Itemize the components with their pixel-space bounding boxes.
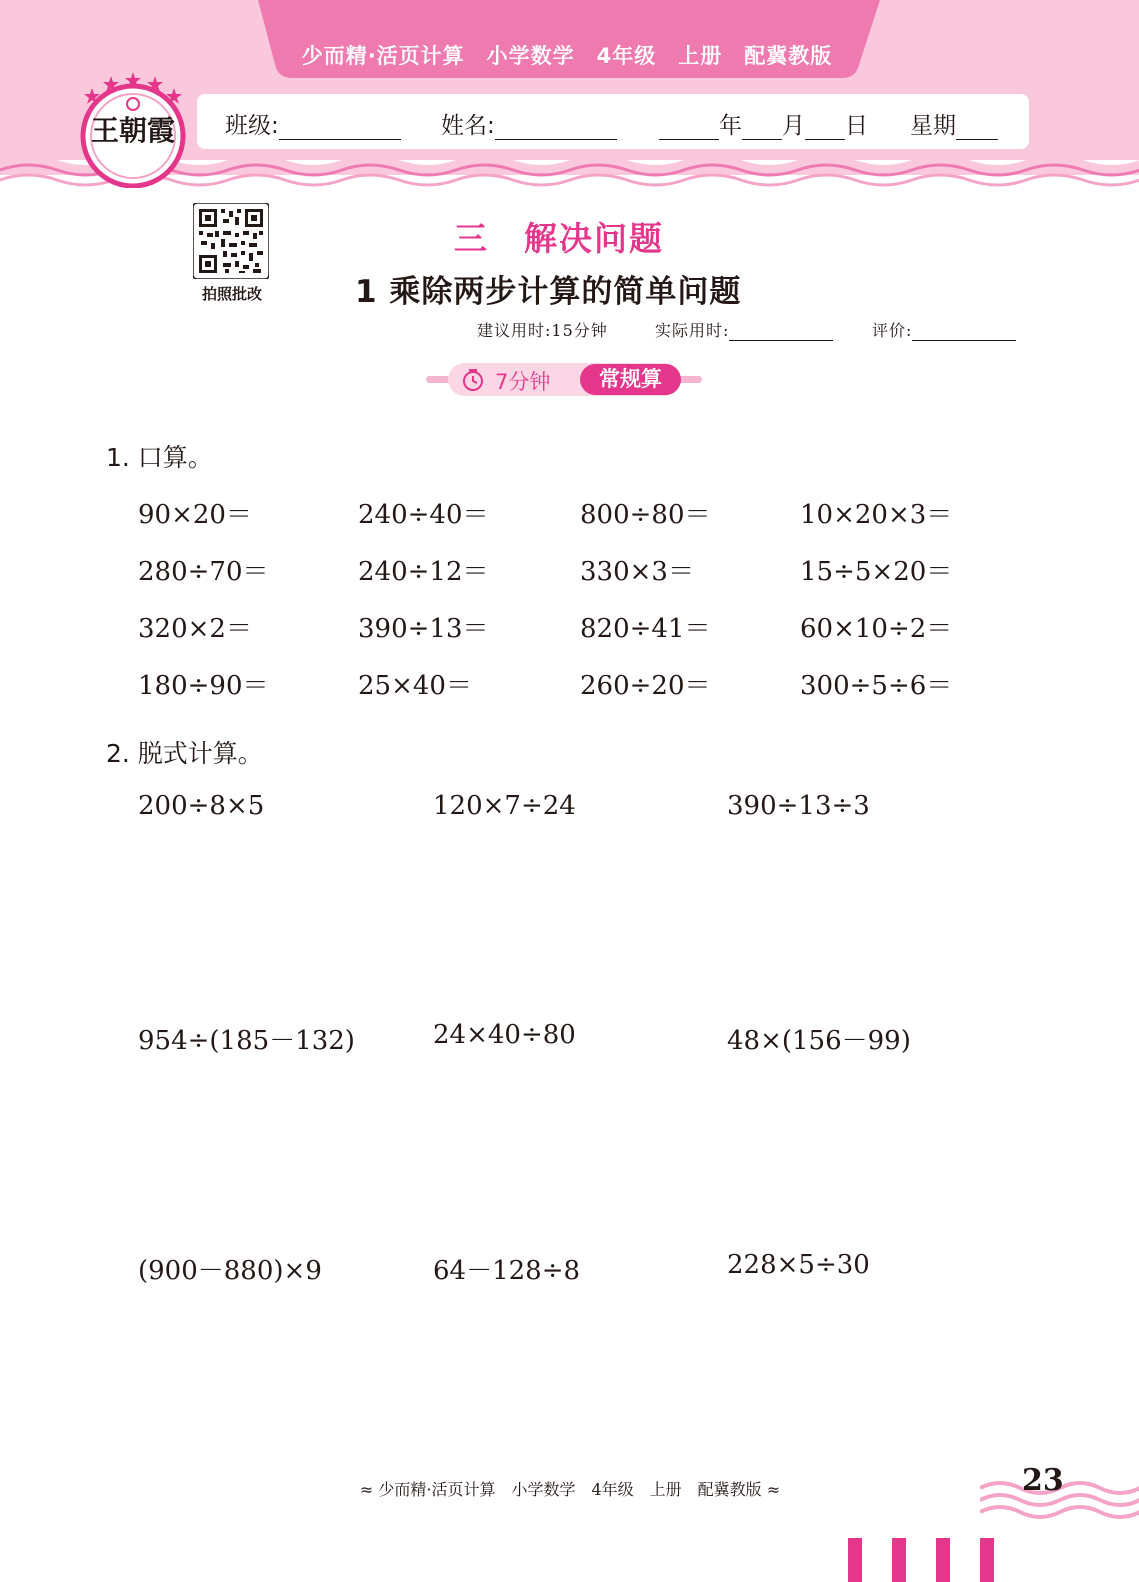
qr-label: 拍照批改 xyxy=(201,285,262,303)
actual-time-blank[interactable] xyxy=(729,322,833,341)
oral-item: 330×3＝ xyxy=(580,557,694,587)
student-info-box xyxy=(197,94,1029,149)
weekday-blank[interactable] xyxy=(956,117,998,140)
stepwise-item: 48×(156－99) xyxy=(727,1026,911,1056)
actual-time-label: 实际用时: xyxy=(655,321,730,340)
oral-item: 820÷41＝ xyxy=(580,614,711,644)
footer-text: ≈ 少而精·活页计算 小学数学 4年级 上册 配冀教版 ≈ xyxy=(359,1480,781,1499)
weekday-field[interactable] xyxy=(910,107,998,140)
month-label: 月 xyxy=(782,113,805,139)
binding-marks xyxy=(840,1538,1010,1582)
pill-tag: 常规算 xyxy=(580,364,681,395)
rating-blank[interactable] xyxy=(912,322,1016,341)
lesson-title: 1 乘除两步计算的简单问题 xyxy=(355,274,742,310)
weekday-label: 星期 xyxy=(910,113,956,139)
oral-item: 10×20×3＝ xyxy=(800,500,953,530)
unit-title: 三 解决问题 xyxy=(454,219,664,258)
oral-item: 390÷13＝ xyxy=(358,614,489,644)
logo-text: 王朝霞 xyxy=(90,114,176,147)
date-field[interactable] xyxy=(659,107,868,140)
stepwise-item: 390÷13÷3 xyxy=(727,791,870,821)
name-label: 姓名: xyxy=(441,113,495,139)
series-banner: 少而精·活页计算 小学数学 4年级 上册 配冀教版 xyxy=(301,44,833,68)
suggested-time: 建议用时:15分钟 xyxy=(477,321,608,340)
oral-item: 280÷70＝ xyxy=(138,557,269,587)
name-field[interactable] xyxy=(441,107,617,140)
section-2-title: 2. 脱式计算。 xyxy=(106,739,263,768)
stepwise-item: 228×5÷30 xyxy=(727,1250,870,1280)
oral-item: 800÷80＝ xyxy=(580,500,711,530)
oral-item: 180÷90＝ xyxy=(138,671,269,701)
oral-item: 300÷5÷6＝ xyxy=(800,671,953,701)
stepwise-item: 24×40÷80 xyxy=(433,1020,576,1050)
day-blank[interactable] xyxy=(805,117,845,140)
oral-item: 15÷5×20＝ xyxy=(800,557,953,587)
rating-field[interactable] xyxy=(872,318,1016,341)
rating-label: 评价: xyxy=(872,321,913,340)
stepwise-item: (900－880)×9 xyxy=(138,1256,322,1286)
stepwise-item: 954÷(185－132) xyxy=(138,1026,355,1056)
oral-item: 240÷40＝ xyxy=(358,500,489,530)
pill-time: 7分钟 xyxy=(495,370,551,394)
stepwise-item: 64－128÷8 xyxy=(433,1256,581,1286)
oral-item: 320×2＝ xyxy=(138,614,252,644)
class-field[interactable] xyxy=(225,107,401,140)
name-blank[interactable] xyxy=(495,117,617,140)
oral-item: 260÷20＝ xyxy=(580,671,711,701)
day-label: 日 xyxy=(845,113,868,139)
oral-item: 25×40＝ xyxy=(358,671,472,701)
section-1-title: 1. 口算。 xyxy=(106,443,213,472)
month-blank[interactable] xyxy=(742,117,782,140)
brand-logo xyxy=(78,68,188,188)
stepwise-item: 120×7÷24 xyxy=(433,791,576,821)
year-blank[interactable] xyxy=(659,117,719,140)
class-blank[interactable] xyxy=(279,117,401,140)
timer-icon xyxy=(462,368,484,392)
oral-item: 60×10÷2＝ xyxy=(800,614,953,644)
oral-item: 90×20＝ xyxy=(138,500,252,530)
year-label: 年 xyxy=(719,113,742,139)
qr-code-icon[interactable] xyxy=(193,203,269,279)
class-label: 班级: xyxy=(225,113,279,139)
actual-time-field[interactable] xyxy=(655,318,833,341)
oral-item: 240÷12＝ xyxy=(358,557,489,587)
stepwise-item: 200÷8×5 xyxy=(138,791,265,821)
page-number: 23 xyxy=(1022,1463,1064,1498)
